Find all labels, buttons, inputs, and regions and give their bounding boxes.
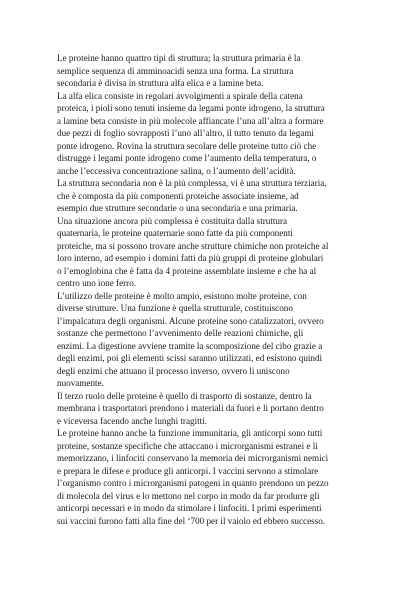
text-line: esempio due strutture secondarie o una secondaria e una primaria. — [57, 203, 298, 213]
text-line: diverse strutture. Una funzione è quella strutturale, costituiscono — [57, 303, 293, 313]
text-line: e viceversa facendo anche lunghi tragitti. — [57, 415, 207, 426]
text-line: Le proteine hanno quattro tipi di struttura; la struttura primaria è la — [57, 53, 301, 63]
text-line: proteica, i pioli sono tenuti insieme da legami ponte idrogeno, la struttura — [57, 103, 325, 113]
text-line: anticorpi necessari e in modo da stimolare i linfociti. I primi esperimenti — [57, 503, 322, 513]
text-line: secondaria è divisa in struttura alfa elica e a lamine beta. — [57, 78, 264, 88]
text-line: due pezzi di foglio sovrapposti l’uno all’altro, il tutto tenuto da legami — [57, 128, 314, 138]
text-line: Il terzo ruolo delle proteine è quello di trasporto di sostanze, dentro la — [57, 390, 312, 401]
text-line: a lamine beta consiste in più molecole affiancate l’una all’altra a formare — [57, 115, 324, 126]
text-line: sui vaccini furono fatti alla fine del ‘700 per il vaiolo ed ebbero successo. — [57, 515, 326, 526]
text-line: proteine, sostanze specifiche che attaccano i microrganismi estranei e li — [57, 440, 318, 451]
text-line: semplice sequenza di amminoacidi senza una forma. La struttura — [57, 65, 294, 76]
text-line: quaternaria, le proteine quaternarie sono fatte da più componenti — [57, 228, 293, 238]
text-line: sostanze che permettono l’avvenimento delle reazioni chimiche, gli — [57, 328, 304, 338]
text-line: L’utilizzo delle proteine è molto ampio, esistono molte proteine, con — [57, 290, 307, 301]
text-line: l’organismo contro i microrganismi patogeni in quanto prendono un pezzo — [57, 478, 329, 488]
text-line: loro interno, ad esempio i domini fatti da più gruppi di proteine globulari — [57, 253, 324, 263]
body-text — [57, 52, 379, 527]
text-line: proteiche, ma si possono trovare anche strutture chimiche non proteiche al — [57, 240, 329, 251]
text-line: Le proteine hanno anche la funzione immunitaria, gli anticorpi sono tutti — [57, 428, 323, 438]
text-line: distrugge i legami ponte idrogeno come l’aumento della temperatura, o — [57, 153, 317, 163]
text-line: La struttura secondaria non è la più complessa, vi è una struttura terziaria, — [57, 178, 327, 188]
text-line: centro uno ione ferro. — [57, 278, 137, 288]
text-line: nuovamente. — [57, 378, 104, 388]
text-line: l’impalcatura degli organismi. Alcune proteine sono catalizzatori, ovvero — [57, 315, 324, 326]
text-line: che è composta da più componenti proteiche associate insieme, ad — [57, 190, 299, 201]
text-line: memorizzano, i linfociti conservano la memoria dei microrganismi nemici — [57, 453, 329, 463]
text-line: degli enzimi che attuano il processo inverso, ovvero li uniscono — [57, 365, 290, 376]
text-line: di molecola del virus e lo mettono nel corpo in modo da far produrre gli — [57, 490, 320, 501]
text-line: anche l’eccessiva concentrazione salina, o l’aumento dell’acidità. — [57, 165, 296, 176]
text-line: o l’emoglobina che è fatta da 4 proteine assemblate insieme e che ha al — [57, 265, 317, 276]
text-line: e prepara le difese e produce gli anticorpi. I vaccini servono a stimolare — [57, 465, 319, 476]
text-line: membrana i trasportatori prendono i materiali da fuori e li portano dentro — [57, 403, 324, 413]
text-line: La alfa elica consiste in regolari avvolgimenti a spirale della catena — [57, 90, 303, 101]
text-line: Una situazione ancora più complessa è costituita dalla struttura — [57, 215, 288, 226]
text-line: ponte idrogeno. Rovina la struttura secolare delle proteine tutto ciò che — [57, 140, 317, 151]
text-line: degli enzimi, poi gli elementi scissi saranno utilizzati, ed esistono quindi — [57, 353, 323, 363]
text-line: enzimi. La digestione avviene tramite la scomposizione del cibo grazie a — [57, 340, 323, 351]
